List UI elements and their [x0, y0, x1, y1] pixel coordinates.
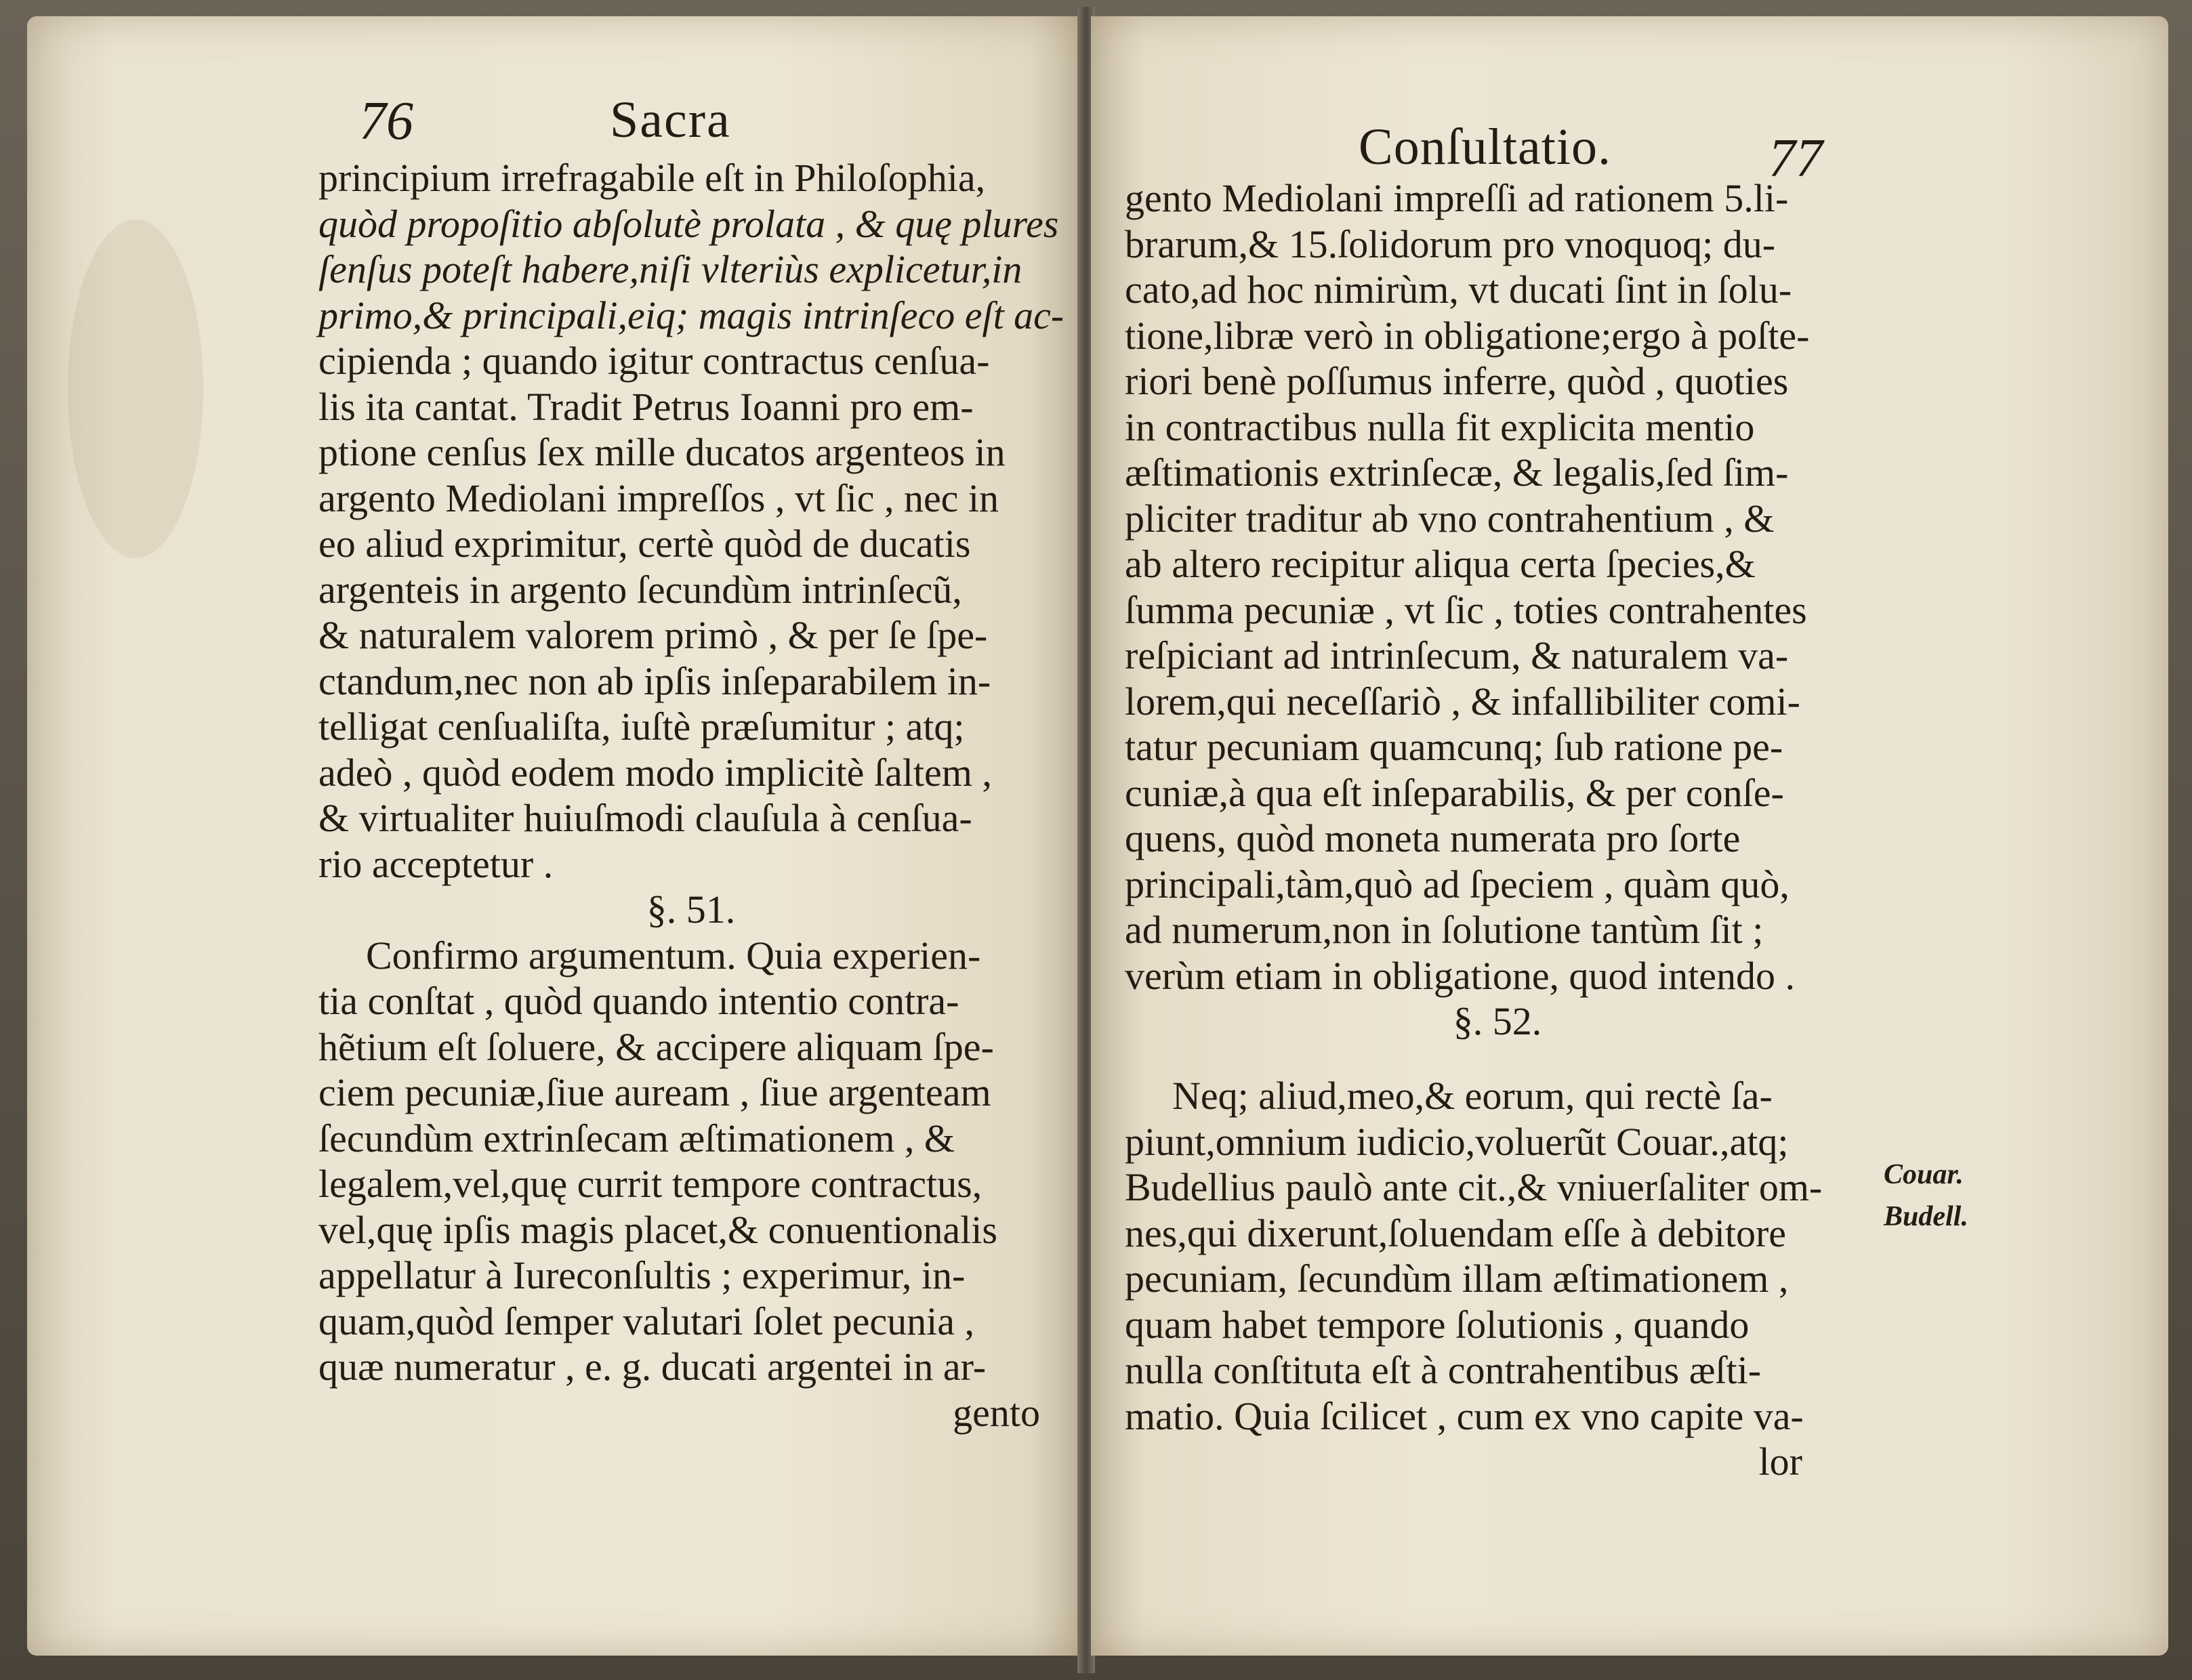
text-line: ctandum,nec non ab ipſis inſeparabilem in- [318, 658, 991, 703]
page-number: 76 [359, 91, 413, 151]
page-number: 77 [1769, 129, 1823, 188]
text-line: gento Mediolani impreſſi ad rationem 5.li- [1125, 176, 1789, 220]
text-line: pecuniam, ſecundùm illam æſtimationem , [1125, 1257, 1789, 1301]
text-line: in contractibus nulla fit explicita mentio [1125, 404, 1755, 449]
margin-note: Budell. [1884, 1201, 1968, 1232]
text-line: verùm etiam in obligatione, quod intendo . [1125, 953, 1796, 998]
text-line: ſecundùm extrinſecam æſtimationem , & [318, 1116, 955, 1160]
text-line: nulla conſtituta eſt à contrahentibus æſti- [1125, 1348, 1762, 1392]
text-line: principium irrefragabile eſt in Philoſophia, [318, 156, 986, 200]
text-line: tatur pecuniam quamcunq; ſub ratione pe- [1125, 725, 1783, 769]
text-line: adeò , quòd eodem modo implicitè ſaltem , [318, 750, 992, 795]
text-line: hẽtium eſt ſoluere, & accipere aliquam ſpe- [318, 1024, 994, 1069]
text-line: & naturalem valorem primò , & per ſe ſpe- [318, 613, 988, 657]
text-line: quam,quòd ſemper valutari ſolet pecunia , [318, 1299, 974, 1343]
text-line: reſpiciant ad intrinſecum, & naturalem va- [1125, 633, 1789, 677]
text-line: ciem pecuniæ,ſiue auream , ſiue argenteam [318, 1070, 991, 1114]
text-line: ſumma pecuniæ , vt ſic , toties contrahentes [1125, 587, 1807, 632]
text-line: appellatur à Iureconſultis ; experimur, in- [318, 1253, 966, 1297]
text-line: argenteis in argento ſecundùm intrinſecũ, [318, 567, 962, 612]
text-line: & virtualiter huiuſmodi clauſula à cenſua- [318, 796, 972, 840]
text-line: nes,qui dixerunt,ſoluendam eſſe à debitore [1125, 1211, 1787, 1255]
text-line: ad numerum,non in ſolutione tantùm ſit ; [1125, 908, 1764, 952]
text-line: Confirmo argumentum. Quia experien- [366, 933, 981, 978]
text-line: quens, quòd moneta numerata pro ſorte [1125, 816, 1741, 860]
text-line: ſenſus poteſt habere,niſi vlteriùs explicetur,in [318, 247, 1022, 291]
text-line: quòd propoſitio abſolutè prolata , & quę plures [318, 201, 1059, 246]
text-line: argento Mediolani impreſſos , vt ſic , nec in [318, 476, 999, 520]
text-line: cipienda ; quando igitur contractus cenſua- [318, 339, 990, 383]
margin-note: Couar. [1884, 1159, 1964, 1190]
text-line: quam habet tempore ſolutionis , quando [1125, 1302, 1750, 1347]
text-line: principali,tàm,quò ad ſpeciem , quàm quò, [1125, 862, 1790, 906]
catchword: gento [953, 1390, 1040, 1435]
catchword: lor [1758, 1440, 1802, 1484]
text-line: quæ numeratur , e. g. ducati argentei in ar- [318, 1345, 987, 1389]
text-line: lorem,qui neceſſariò , & infallibiliter comi- [1125, 679, 1800, 723]
text-line: ptione cenſus ſex mille ducatos argenteos in [318, 430, 1006, 474]
text-line: cato,ad hoc nimirùm, vt ducati ſint in ſolu- [1125, 268, 1792, 312]
text-line: rio acceptetur . [318, 841, 554, 886]
section-text [1125, 1073, 1822, 1486]
text-line: primo,& principali,eiq; magis intrinſeco eſt ac- [318, 293, 1064, 337]
text-line: vel,quę ipſis magis placet,& conuentionalis [318, 1207, 997, 1252]
body-text [318, 155, 1064, 1437]
text-line: piunt,omnium iudicio,voluerũt Couar.,atq; [1125, 1119, 1789, 1164]
text-line: Neq; aliud,meo,& eorum, qui rectè ſa- [1172, 1074, 1773, 1118]
text-line: lis ita cantat. Tradit Petrus Ioanni pro em- [318, 384, 974, 429]
running-head: Sacra [610, 91, 731, 148]
text-line: pliciter traditur ab vno contrahentium , & [1125, 496, 1775, 541]
text-line: legalem,vel,quę currit tempore contractus, [318, 1162, 983, 1206]
text-line: riori benè poſſumus inferre, quòd , quoties [1125, 359, 1789, 403]
running-head: Conſultatio. [1359, 119, 1611, 175]
text-line: brarum,& 15.ſolidorum pro vnoquoq; du- [1125, 222, 1776, 266]
text-line: tia conſtat , quòd quando intentio contra- [318, 979, 959, 1023]
text-line: Budellius paulò ante cit.,& vniuerſaliter om- [1125, 1165, 1823, 1209]
text-line: matio. Quia ſcilicet , cum ex vno capite va- [1125, 1393, 1804, 1438]
text-line: telligat cenſualiſta, iuſtè præſumitur ; atq; [318, 705, 965, 749]
section-heading: §. 51. [646, 887, 736, 931]
text-line: eo aliud exprimitur, certè quòd de ducatis [318, 522, 971, 566]
paper-stain [68, 219, 203, 558]
text-line: cuniæ,à qua eſt inſeparabilis, & per conſe- [1125, 770, 1784, 815]
text-line: æſtimationis extrinſecæ, & legalis,ſed ſim- [1125, 450, 1789, 495]
text-line: tione,libræ verò in obligatione;ergo à poſte- [1125, 313, 1810, 358]
section-heading: §. 52. [1453, 999, 1542, 1043]
right-page [1091, 16, 2168, 1656]
left-page [27, 16, 1081, 1656]
body-text [1125, 175, 1870, 1045]
text-line: ab altero recipitur aliqua certa ſpecies,& [1125, 542, 1756, 586]
